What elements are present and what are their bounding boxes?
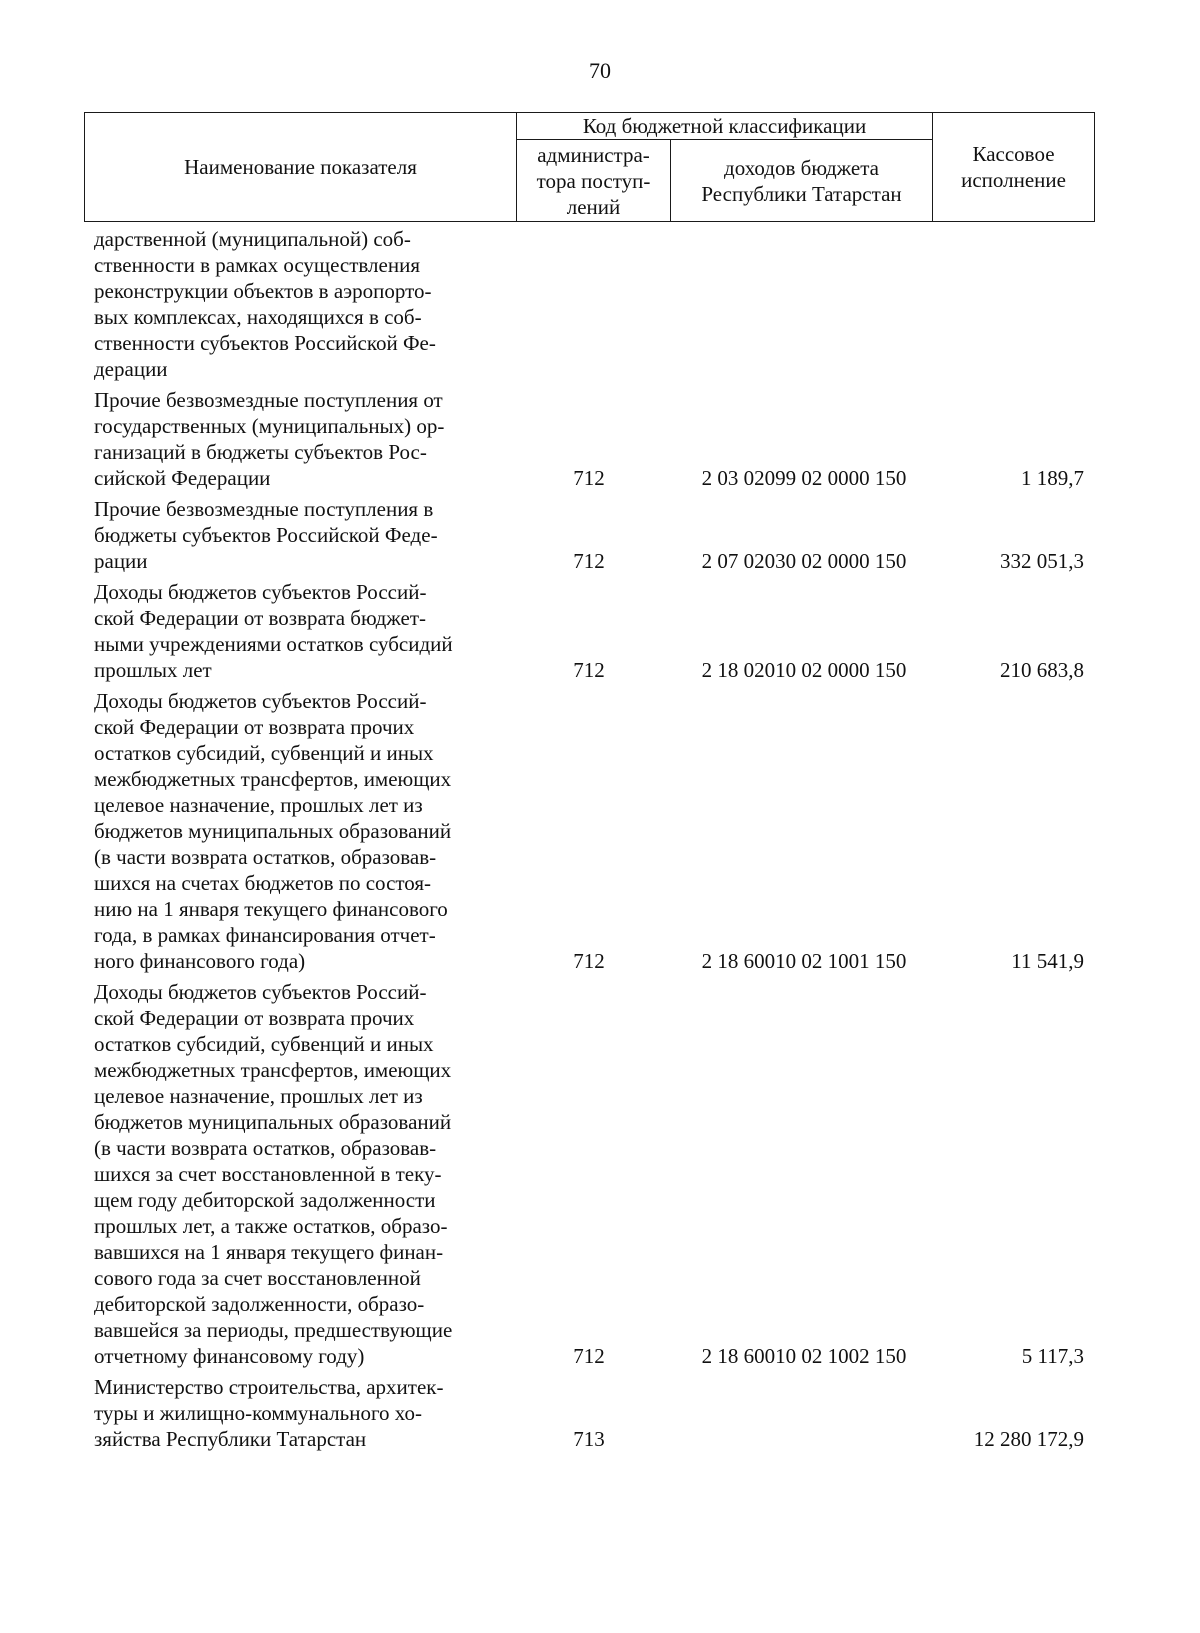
- row-execution-amount: 11 541,9: [1011, 949, 1084, 973]
- row-name-line: щем году дебиторской задолженности: [94, 1188, 436, 1212]
- row-income-code: 2 18 60010 02 1002 150: [701, 1344, 907, 1368]
- header-execution-line: Кассовое: [972, 142, 1055, 166]
- row-name-line: остатков субсидий, субвенций и иных: [94, 741, 434, 765]
- row-name-line: ного финансового года): [94, 949, 306, 973]
- row-name-line: шихся за счет восстановленной в теку-: [94, 1162, 442, 1186]
- header-execution-line: исполнение: [961, 168, 1066, 192]
- row-name-line: вавшейся за периоды, предшествующие: [94, 1318, 453, 1342]
- row-name-line: прошлых лет, а также остатков, образо-: [94, 1214, 448, 1238]
- row-name-line: Прочие безвозмездные поступления в: [94, 497, 434, 521]
- row-name-line: (в части возврата остатков, образовав-: [94, 1136, 437, 1160]
- row-execution-amount: 1 189,7: [1021, 466, 1084, 490]
- header-income-line: доходов бюджета: [724, 155, 879, 180]
- table-row: [94, 579, 1094, 683]
- row-name-line: Доходы бюджетов субъектов Россий-: [94, 580, 427, 604]
- row-name-line: дерации: [94, 357, 168, 381]
- row-income-code: 2 18 02010 02 0000 150: [701, 658, 907, 682]
- row-indicator-name: [94, 688, 514, 974]
- row-name-line: ганизаций в бюджеты субъектов Рос-: [94, 440, 427, 464]
- table-body: [94, 226, 1094, 1457]
- row-name-line: бюджетов муниципальных образований: [94, 1110, 452, 1134]
- row-name-line: нию на 1 января текущего финансового: [94, 897, 448, 921]
- row-income-code: 2 18 60010 02 1001 150: [701, 949, 907, 973]
- header-execution-column: [933, 113, 1095, 222]
- row-indicator-name: [94, 226, 514, 382]
- row-name-line: Доходы бюджетов субъектов Россий-: [94, 980, 427, 1004]
- row-name-line: остатков субсидий, субвенций и иных: [94, 1032, 434, 1056]
- row-admin-code: 712: [573, 949, 605, 973]
- row-indicator-name: [94, 579, 514, 683]
- row-name-line: дебиторской задолженности, образо-: [94, 1292, 425, 1316]
- row-name-line: целевое назначение, прошлых лет из: [94, 1084, 423, 1108]
- row-admin-code: 712: [573, 1344, 605, 1368]
- row-name-line: Министерство строительства, архитек-: [94, 1375, 444, 1399]
- row-name-line: вавшихся на 1 января текущего финан-: [94, 1240, 444, 1264]
- row-name-line: ской Федерации от возврата прочих: [94, 715, 415, 739]
- row-name-line: бюджетов муниципальных образований: [94, 819, 452, 843]
- row-name-line: дарственной (муниципальной) соб-: [94, 227, 411, 251]
- row-name-line: вых комплексах, находящихся в соб-: [94, 305, 422, 329]
- row-name-line: туры и жилищно-коммунального хо-: [94, 1401, 423, 1425]
- table-header: [84, 112, 1095, 222]
- row-name-line: Прочие безвозмездные поступления от: [94, 388, 443, 412]
- row-name-line: (в части возврата остатков, образовав-: [94, 845, 437, 869]
- row-name-line: сийской Федерации: [94, 466, 271, 490]
- table-row: [94, 688, 1094, 974]
- row-name-line: реконструкции объектов в аэропорто-: [94, 279, 432, 303]
- row-admin-code: 713: [573, 1427, 605, 1451]
- row-name-line: ными учреждениями остатков субсидий: [94, 632, 453, 656]
- row-admin-code: 712: [573, 466, 605, 490]
- row-income-code: 2 03 02099 02 0000 150: [701, 466, 907, 490]
- row-admin-code: 712: [573, 658, 605, 682]
- row-indicator-name: [94, 1374, 514, 1452]
- row-admin-code: 712: [573, 549, 605, 573]
- page-number: 70: [589, 58, 611, 83]
- row-execution-amount: 210 683,8: [1000, 658, 1084, 682]
- header-classification-group: Код бюджетной классификации: [517, 113, 933, 140]
- row-name-line: ской Федерации от возврата бюджет-: [94, 606, 427, 630]
- row-name-line: Доходы бюджетов субъектов Россий-: [94, 689, 427, 713]
- row-name-line: ственности в рамках осуществления: [94, 253, 420, 277]
- table-row: [94, 387, 1094, 491]
- row-income-code: 2 07 02030 02 0000 150: [701, 549, 907, 573]
- row-name-line: межбюджетных трансфертов, имеющих: [94, 1058, 452, 1082]
- row-name-line: прошлых лет: [94, 658, 212, 682]
- table-row: [94, 979, 1094, 1369]
- row-name-line: ственности субъектов Российской Фе-: [94, 331, 436, 355]
- header-name-column: Наименование показателя: [85, 113, 517, 222]
- row-indicator-name: [94, 979, 514, 1369]
- row-indicator-name: [94, 387, 514, 491]
- row-name-line: целевое назначение, прошлых лет из: [94, 793, 423, 817]
- row-indicator-name: [94, 496, 514, 574]
- row-name-line: рации: [94, 549, 148, 573]
- row-name-line: зяйства Республики Татарстан: [94, 1427, 367, 1451]
- table-row: [94, 1374, 1094, 1452]
- row-execution-amount: 5 117,3: [1021, 1344, 1084, 1368]
- row-name-line: шихся на счетах бюджетов по состоя-: [94, 871, 432, 895]
- row-execution-amount: 332 051,3: [1000, 549, 1084, 573]
- row-name-line: года, в рамках финансирования отчет-: [94, 923, 436, 947]
- header-admin-line: лений: [566, 194, 621, 219]
- row-name-line: бюджеты субъектов Российской Феде-: [94, 523, 438, 547]
- header-admin-column: [517, 140, 671, 222]
- row-name-line: ской Федерации от возврата прочих: [94, 1006, 415, 1030]
- header-admin-line: администра-: [537, 142, 650, 167]
- row-name-line: отчетному финансовому году): [94, 1344, 365, 1368]
- row-name-line: сового года за счет восстановленной: [94, 1266, 421, 1290]
- header-income-column: [671, 140, 933, 222]
- header-income-line: Республики Татарстан: [701, 181, 902, 206]
- table-row: [94, 226, 1094, 382]
- header-admin-line: тора поступ-: [536, 168, 651, 193]
- row-name-line: государственных (муниципальных) ор-: [94, 414, 445, 438]
- row-name-line: межбюджетных трансфертов, имеющих: [94, 767, 452, 791]
- row-execution-amount: 12 280 172,9: [973, 1427, 1084, 1451]
- table-row: [94, 496, 1094, 574]
